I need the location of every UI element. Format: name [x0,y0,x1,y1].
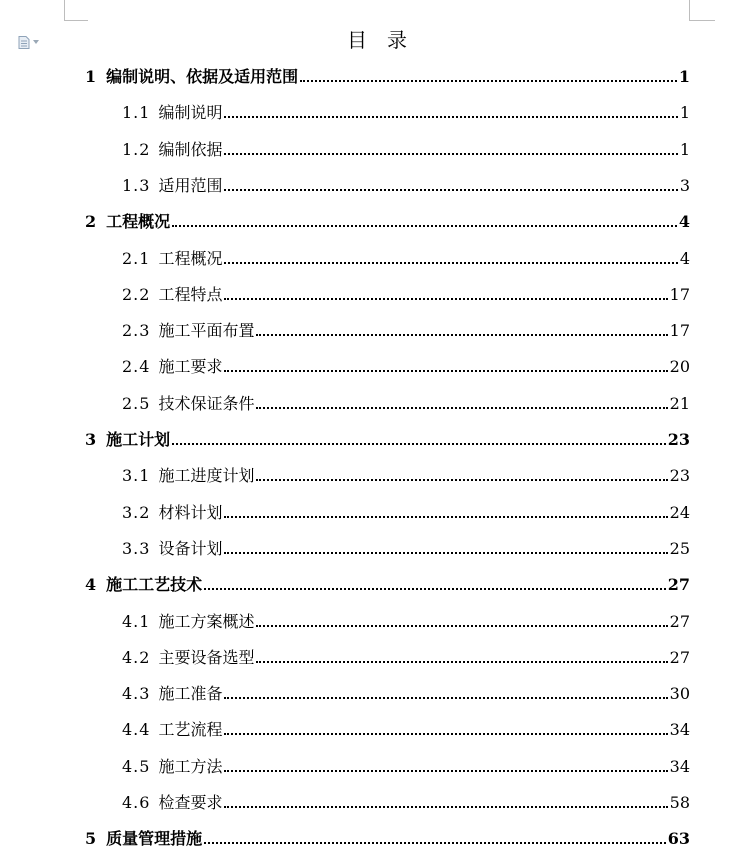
toc-section-entry[interactable] [122,249,690,269]
toc-entry-number: 1.1 [122,103,151,122]
toc-entry-page-number: 34 [669,720,690,739]
toc-entry-label: 编制说明、依据及适用范围 [106,67,299,86]
toc-entry-page-number: 63 [667,829,690,848]
toc-entry-label: 主要设备选型 [158,648,255,667]
toc-entry-number: 3.2 [122,503,151,522]
dot-leader [204,588,666,590]
dot-leader [224,298,667,300]
toc-entry-page-number: 30 [669,684,690,703]
toc-entry-page-number: 58 [669,793,690,812]
crop-mark-left-vertical [64,0,65,20]
toc-entry-number: 5 [85,829,97,848]
toc-entry-label: 工程概况 [158,249,223,268]
toc-entry-page-number: 24 [669,503,690,522]
toc-entry-label: 施工计划 [106,430,171,449]
toc-entry-number: 2.1 [122,249,151,268]
toc-entry-page-number: 20 [669,357,690,376]
toc-entry-page-number: 17 [669,285,690,304]
toc-section-entry[interactable] [122,321,690,341]
toc-section-entry[interactable] [122,793,690,813]
toc-entry-label: 质量管理措施 [106,829,203,848]
toc-entry-number: 4.4 [122,720,151,739]
toc-entry-page-number: 3 [679,176,690,195]
toc-entry-number: 4 [85,575,97,594]
dot-leader [224,189,677,191]
toc-entry-number: 1 [85,67,97,86]
toc-chapter-entry[interactable] [85,430,690,450]
dot-leader [224,770,667,772]
toc-entry-page-number: 27 [669,612,690,631]
toc-entry-page-number: 1 [679,103,690,122]
toc-chapter-entry[interactable] [85,212,690,232]
crop-mark-right-horizontal [689,20,715,21]
toc-section-entry[interactable] [122,648,690,668]
dot-leader [256,479,667,481]
page-title: 目 录 [347,28,407,52]
toc-entry-number: 4.6 [122,793,151,812]
dot-leader [300,80,677,82]
toc-section-entry[interactable] [122,757,690,777]
toc-section-entry[interactable] [122,466,690,486]
toc-entry-label: 编制说明 [158,103,223,122]
toc-entry-page-number: 23 [669,466,690,485]
toc-entry-number: 3.1 [122,466,151,485]
toc-entry-label: 设备计划 [158,539,223,558]
dot-leader [256,625,667,627]
toc-entry-number: 1.2 [122,140,151,159]
dot-leader [224,262,677,264]
toc-entry-label: 施工方法 [158,757,223,776]
dot-leader [172,443,666,445]
crop-mark-left-horizontal [64,20,88,21]
toc-section-entry[interactable] [122,684,690,704]
toc-entry-page-number: 34 [669,757,690,776]
toc-entry-label: 工程概况 [106,212,171,231]
toc-entry-label: 施工平面布置 [158,321,255,340]
toc-section-entry[interactable] [122,103,690,123]
dot-leader [204,842,666,844]
toc-entry-page-number: 1 [678,67,690,86]
dot-leader [224,733,667,735]
dot-leader [224,153,677,155]
toc-entry-label: 技术保证条件 [158,394,255,413]
toc-entry-label: 施工要求 [158,357,223,376]
toc-entry-label: 工艺流程 [158,720,223,739]
toc-entry-label: 施工方案概述 [158,612,255,631]
toc-entry-page-number: 23 [667,430,690,449]
toc-chapter-entry[interactable] [85,67,690,87]
toc-entry-page-number: 21 [669,394,690,413]
toc-entry-page-number: 1 [679,140,690,159]
toc-section-entry[interactable] [122,357,690,377]
toc-section-entry[interactable] [122,176,690,196]
toc-entry-number: 2.5 [122,394,151,413]
toc-entry-page-number: 27 [667,575,690,594]
toc-entry-page-number: 27 [669,648,690,667]
toc-entry-number: 4.1 [122,612,151,631]
toc-section-entry[interactable] [122,539,690,559]
toc-entry-label: 工程特点 [158,285,223,304]
dot-leader [256,661,667,663]
toc-entry-label: 施工工艺技术 [106,575,203,594]
dot-leader [172,225,677,227]
toc-entry-number: 3.3 [122,539,151,558]
toc-chapter-entry[interactable] [85,829,690,849]
dot-leader [224,516,667,518]
toc-entry-page-number: 25 [669,539,690,558]
toc-section-entry[interactable] [122,285,690,305]
toc-chapter-entry[interactable] [85,575,690,595]
dot-leader [256,334,667,336]
toc-entry-number: 4.2 [122,648,151,667]
dot-leader [224,116,677,118]
toc-entry-label: 适用范围 [158,176,223,195]
toc-section-entry[interactable] [122,394,690,414]
toc-entry-number: 1.3 [122,176,151,195]
toc-entry-label: 施工进度计划 [158,466,255,485]
toc-section-entry[interactable] [122,612,690,632]
toc-section-entry[interactable] [122,720,690,740]
toc-entry-number: 3 [85,430,97,449]
dot-leader [224,370,667,372]
toc-entry-number: 2 [85,212,97,231]
toc-entry-page-number: 4 [678,212,690,231]
toc-entry-number: 2.2 [122,285,151,304]
toc-section-entry[interactable] [122,140,690,160]
toc-entry-number: 2.3 [122,321,151,340]
toc-entry-label: 检查要求 [158,793,223,812]
dot-leader [256,407,667,409]
toc-entry-label: 材料计划 [158,503,223,522]
dot-leader [224,697,667,699]
toc-entry-number: 4.3 [122,684,151,703]
toc-entry-label: 编制依据 [158,140,223,159]
toc-entry-label: 施工准备 [158,684,223,703]
dot-leader [224,552,667,554]
toc-entry-page-number: 4 [679,249,690,268]
toc-entry-number: 4.5 [122,757,151,776]
dot-leader [224,806,667,808]
toc-entry-page-number: 17 [669,321,690,340]
toc-entry-number: 2.4 [122,357,151,376]
toc-section-entry[interactable] [122,503,690,523]
crop-mark-right-vertical [689,0,690,20]
